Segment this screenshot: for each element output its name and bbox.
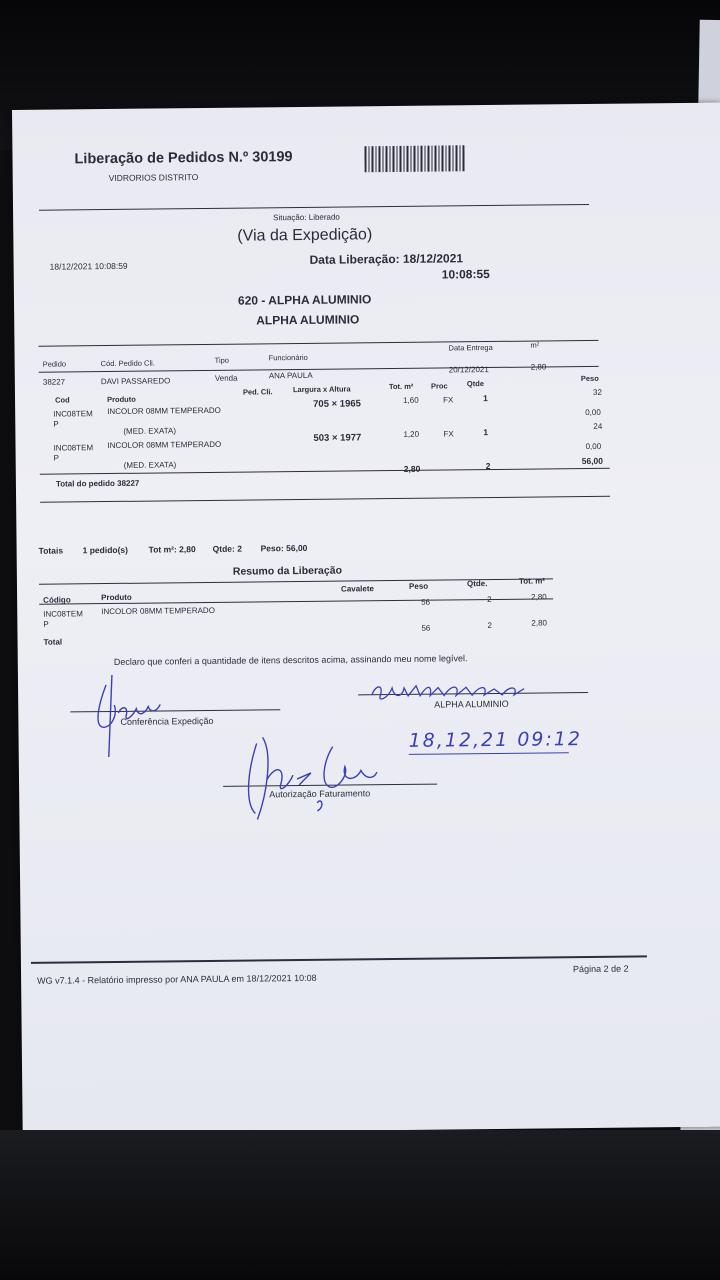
col-cod: Cod <box>54 395 70 405</box>
pedido-total-qtde: 2 <box>485 461 491 472</box>
divider <box>40 496 610 503</box>
pedido-m2: 2,80 <box>530 362 547 372</box>
document-title: Liberação de Pedidos N.º 30199 <box>74 149 293 168</box>
conferencia-label: Conferência Expedição <box>120 715 214 727</box>
situacao: Situação: Liberado <box>273 212 340 223</box>
col-proc: Proc <box>430 381 448 391</box>
item-proc: FX <box>443 395 454 405</box>
resumo-peso: 56 <box>421 597 431 607</box>
item-tot: 1,20 <box>403 429 420 439</box>
declaracao-text: Declaro que conferi a quantidade de itens descritos acima, assinando meu nome legível. <box>113 653 468 667</box>
col-larg-alt: Largura x Altura <box>292 384 351 395</box>
resumo-col-codigo: Código <box>43 595 71 605</box>
company-name: VIDRORIOS DISTRITO <box>108 172 199 183</box>
item-peso-extra: 0,00 <box>585 407 601 418</box>
col-m2: m² <box>530 340 540 350</box>
via-label: (Via da Expedição) <box>237 226 373 245</box>
item-dim: 705 × 1965 <box>313 398 361 410</box>
item-cod-suffix: P <box>53 453 60 463</box>
document-page <box>12 103 720 1134</box>
item-cod: INC08TEM <box>53 443 94 453</box>
signature-conferencia <box>88 664 179 761</box>
resumo-codigo-suffix: P <box>43 619 49 629</box>
col-data-entrega: Data Entrega <box>448 342 493 353</box>
col-tot-m2: Tot. m² <box>388 381 414 392</box>
cliente-nome: ALPHA ALUMINIO <box>256 312 360 328</box>
resumo-col-tot: Tot. m² <box>518 576 546 586</box>
totais-m2: Tot m²: 2,80 <box>148 544 196 555</box>
resumo-produto: INCOLOR 08MM TEMPERADO <box>101 605 215 617</box>
resumo-title: Resumo da Liberação <box>232 564 343 578</box>
item-peso: 24 <box>593 421 603 431</box>
pedido-funcionario: ANA PAULA <box>268 370 313 381</box>
item-dim: 503 × 1977 <box>313 432 362 444</box>
data-liberacao: Data Liberação: 18/12/2021 <box>309 251 464 267</box>
resumo-col-produto: Produto <box>101 592 132 603</box>
col-ped-cli: Ped. Cli. <box>242 387 273 397</box>
cliente-label: ALPHA ALUMINIO <box>434 698 509 710</box>
footer-right: Página 2 de 2 <box>572 963 629 975</box>
item-obs: (MED. EXATA) <box>123 460 177 470</box>
handwritten-underline <box>409 752 569 755</box>
col-qtde: Qtde <box>466 379 485 389</box>
totais-label: Totais <box>38 545 64 556</box>
divider <box>39 204 589 211</box>
resumo-qtde: 2 <box>487 595 492 605</box>
col-pedido: Pedido <box>42 359 67 369</box>
resumo-total-peso: 56 <box>421 623 431 633</box>
resumo-col-qtde: Qtde. <box>466 579 488 589</box>
totais-qtde: Qtde: 2 <box>212 543 242 554</box>
handwritten-date: 18,12,21 09:12 <box>408 728 583 752</box>
footer-divider <box>31 955 647 963</box>
background-bottom <box>0 1130 720 1280</box>
col-funcionario: Funcionário <box>268 352 308 363</box>
pedido-tipo: Venda <box>214 373 238 383</box>
signature-autorizacao <box>236 722 407 824</box>
pedido-total-peso: 56,00 <box>581 455 604 467</box>
pedido-cliente: DAVI PASSAREDO <box>100 376 171 387</box>
item-qtde: 1 <box>483 427 489 438</box>
item-qtde: 1 <box>482 393 488 404</box>
item-peso-extra: 0,00 <box>585 441 602 452</box>
totais-peso: Peso: 56,00 <box>260 542 308 554</box>
pedido-total-label: Total do pedido 38227 <box>55 478 140 489</box>
item-cod-suffix: P <box>53 419 59 429</box>
pedido-data-entrega: 20/12/2021 <box>448 365 489 375</box>
item-produto: INCOLOR 08MM TEMPERADO <box>107 405 221 417</box>
pedido-total-m2: 2,80 <box>403 463 421 474</box>
resumo-codigo: INC08TEM <box>43 609 83 619</box>
barcode <box>364 145 464 172</box>
item-obs: (MED. EXATA) <box>123 426 177 436</box>
resumo-col-cavalete: Cavalete <box>340 584 375 594</box>
item-proc: FX <box>443 429 454 439</box>
resumo-col-peso: Peso <box>408 581 429 591</box>
resumo-tot: 2,80 <box>531 592 547 602</box>
footer-left: WG v7.1.4 - Relatório impresso por ANA PAULA em 18/12/2021 10:08 <box>37 972 317 986</box>
col-cod-cli: Cód. Pedido Cli. <box>100 358 155 369</box>
item-cod: INC08TEM <box>53 409 93 419</box>
hora-liberacao: 10:08:55 <box>441 267 490 282</box>
item-peso: 32 <box>592 387 602 397</box>
autorizacao-label: Autorização Faturamento <box>269 788 371 800</box>
pedido-numero: 38227 <box>42 377 66 387</box>
resumo-total-tot: 2,80 <box>531 618 548 628</box>
resumo-total-qtde: 2 <box>487 621 492 631</box>
item-produto: INCOLOR 08MM TEMPERADO <box>107 439 222 451</box>
totais-pedidos: 1 pedido(s) <box>82 544 129 556</box>
signature-cliente <box>368 679 538 705</box>
resumo-total-label: Total <box>43 637 63 647</box>
item-tot: 1,60 <box>403 395 419 405</box>
printed-at: 18/12/2021 10:08:59 <box>49 260 128 272</box>
cliente-codigo: 620 - ALPHA ALUMINIO <box>237 292 372 308</box>
col-produto: Produto <box>106 394 136 405</box>
col-tipo: Tipo <box>214 355 229 365</box>
col-peso: Peso <box>580 373 599 384</box>
